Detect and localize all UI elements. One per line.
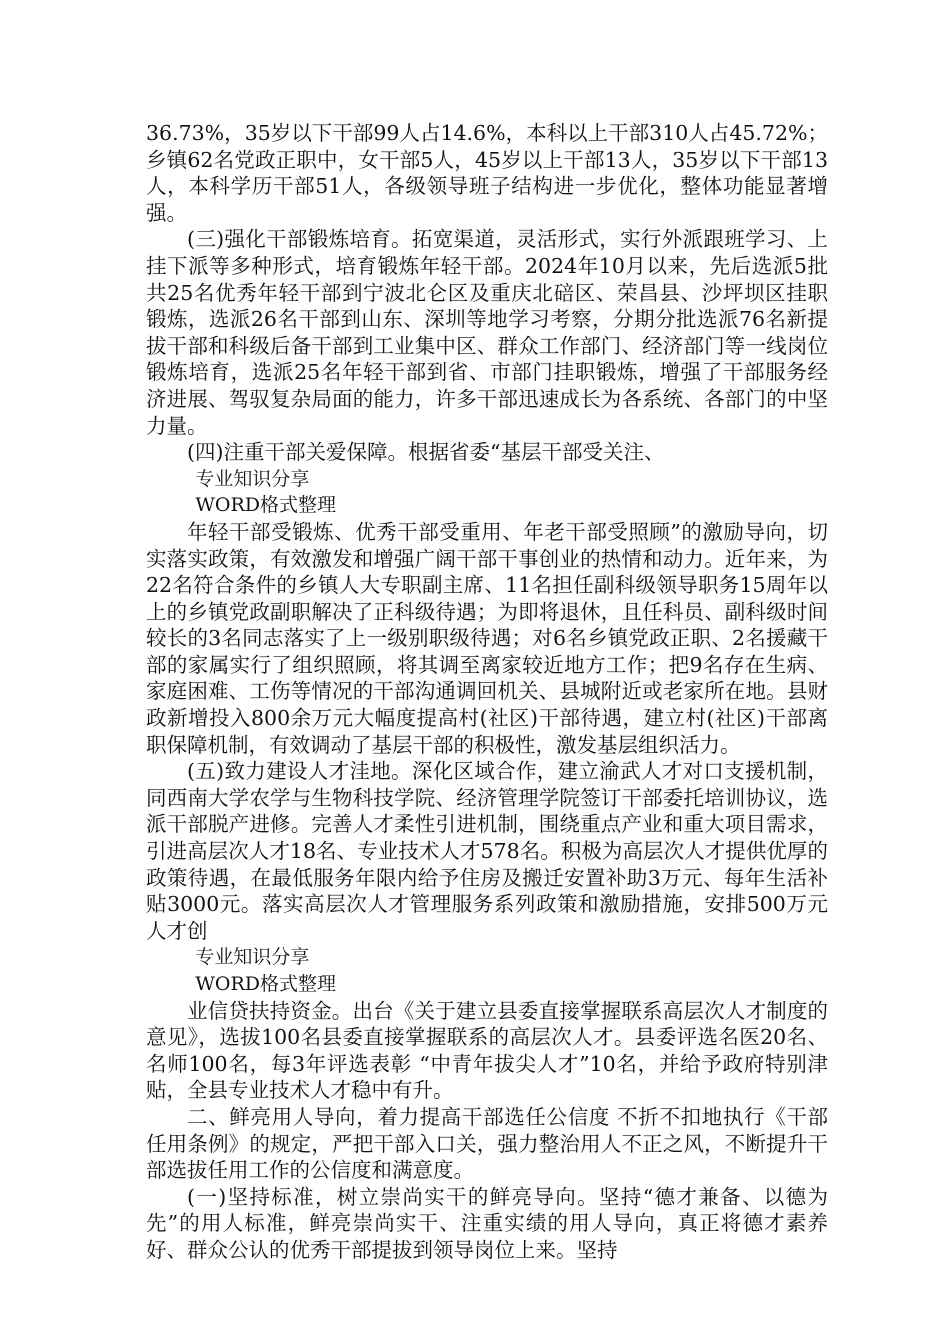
paragraph-cadre-care-heading: (四)注重干部关爱保障。根据省委“基层干部受关注、 <box>187 440 665 465</box>
paragraph-section-two-heading: 二、鲜亮用人导向，着力提高干部选任公信度 不折不扣地执行《干部任用条例》的规定，严把干部入口关，强力整治用人不正之风，不断提升干部选拔任用工作的公信度和满意度。 <box>146 1104 828 1183</box>
footer-marker-knowledge-share: 专业知识分享 <box>195 946 310 969</box>
footer-marker-word-format: WORD格式整理 <box>195 494 337 517</box>
paragraph-talent-funding: 业信贷扶持资金。出台《关于建立县委直接掌握联系高层次人才制度的意见》，选拔100名县委直接掌握联系的高层次人才。县委评选名医20名、名师100名，每3年评选表彰 “中青年拔尖人才”10名，并给予政府特别津贴，全县专业技术人才稳中有升。 <box>146 998 828 1103</box>
footer-marker-knowledge-share: 专业知识分享 <box>195 467 310 490</box>
paragraph-standards: (一)坚持标准，树立崇尚实干的鲜亮导向。坚持“德才兼备、以德为先”的用人标准，鲜亮崇尚实干、注重实绩的用人导向，真正将德才素养好、群众公认的优秀干部提拔到领导岗位上来。坚持 <box>146 1184 828 1262</box>
paragraph-statistics: 36.73%，35岁以下干部99人占14.6%，本科以上干部310人占45.72%；乡镇62名党政正职中，女干部5人，45岁以上干部13人，35岁以下干部13人，本科学历干部51人，各级领导班子结构进一步优化，整体功能显著增强。 <box>146 121 828 225</box>
paragraph-cadre-training: (三)强化干部锻炼培育。拓宽渠道，灵活形式，实行外派跟班学习、上挂下派等多种形式，培育锻炼年轻干部。2024年10月以来，先后选派5批共25名优秀年轻干部到宁波北仑区及重庆北碚区、荣昌县、沙坪坝区挂职锻炼，选派26名干部到山东、深圳等地学习考察，分期分批选派76名新提拔干部和科级后备干部到工业集中区、群众工作部门、经济部门等一线岗位锻炼培育，选派25名年轻干部到省、市部门挂职锻炼，增强了干部服务经济进展、驾驭复杂局面的能力，许多干部迅速成长为各系统、各部门的中坚力量。 <box>146 227 828 438</box>
paragraph-cadre-care-body: 年轻干部受锻炼、优秀干部受重用、年老干部受照顾”的激励导向，切实落实政策，有效激发和增强广阔干部干事创业的热情和动力。近年来，为22名符合条件的乡镇人大专职副主席、11名担任副科级领导职务15周年以上的乡镇党政副职解决了正科级待遇；为即将退休，且任科员、副科级时间较长的3名同志落实了上一级别职级待遇；对6名乡镇党政正职、2名援藏干部的家属实行了组织照顾，将其调至离家较近地方工作；把9名存在生病、家庭困难、工伤等情况的干部沟通调回机关、县城附近或老家所在地。县财政新增投入800余万元大幅度提高村(社区)干部待遇，建立村(社区)干部离职保障机制，有效调动了基层干部的积极性，激发基层组织活力。 <box>146 519 828 757</box>
footer-marker-word-format: WORD格式整理 <box>195 973 337 995</box>
document-page <box>146 120 828 1264</box>
paragraph-talent-hub: (五)致力建设人才洼地。深化区域合作，建立渝武人才对口支援机制，同西南大学农学与生物科技学院、经济管理学院签订干部委托培训协议，选派干部脱产进修。完善人才柔性引进机制，围绕重点产业和重大项目需求，引进高层次人才18名、专业技术人才578名。积极为高层次人才提供优厚的政策待遇，在最低服务年限内给予住房及搬迁安置补助3万元、每年生活补贴3000元。落实高层次人才管理服务系列政策和激励措施，安排500万元人才创 <box>146 759 828 943</box>
